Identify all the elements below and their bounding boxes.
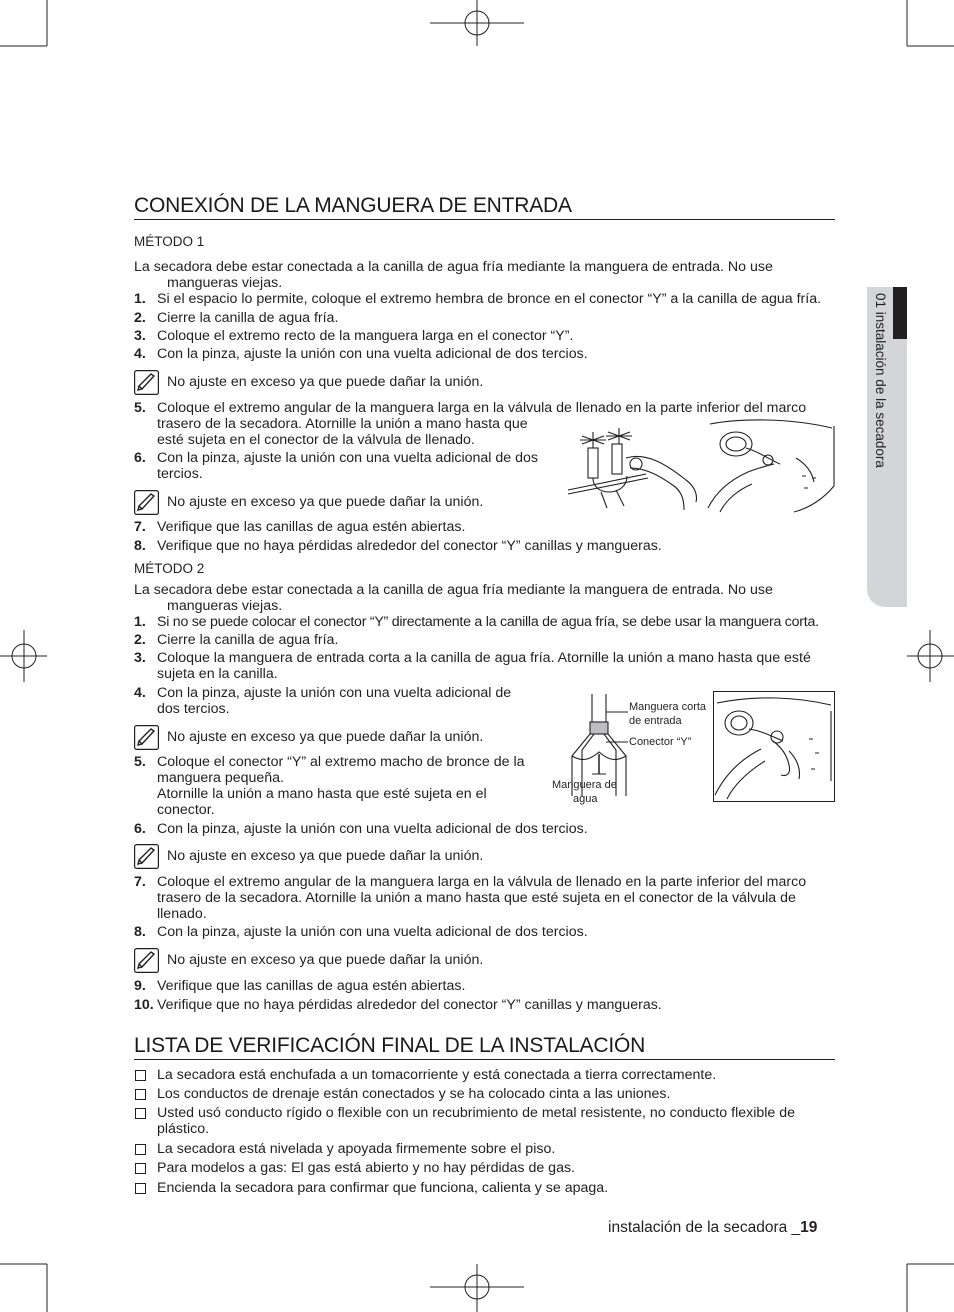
- note-text: No ajuste en exceso ya que puede dañar la unión.: [167, 374, 484, 390]
- section-title-final-checklist: LISTA DE VERIFICACIÓN FINAL DE LA INSTALACIÓN: [134, 1034, 646, 1057]
- section-divider: [134, 1059, 835, 1060]
- step-number: 2.: [134, 632, 146, 648]
- checkbox: [135, 1163, 146, 1174]
- method2-intro-cont: mangueras viejas.: [167, 598, 283, 614]
- section-divider: [134, 219, 835, 220]
- step-text: Con la pinza, ajuste la unión con una vuelta adicional de: [157, 685, 512, 701]
- step-number: 2.: [134, 310, 146, 326]
- step-number: 4.: [134, 685, 146, 701]
- method1-intro: La secadora debe estar conectada a la canilla de agua fría mediante la manguera de entrada. No use: [134, 259, 773, 275]
- page-footer: [608, 1219, 817, 1237]
- step-text: Con la pinza, ajuste la unión con una vuelta adicional de dos: [157, 450, 538, 466]
- checkbox: [135, 1183, 146, 1194]
- step-text: Coloque el extremo angular de la manguera larga en la válvula de llenado en la parte inferior del marco: [157, 874, 807, 890]
- step-number: 5.: [134, 400, 146, 416]
- checklist-text: La secadora está nivelada y apoyada firmemente sobre el piso.: [157, 1141, 556, 1157]
- step-text: Coloque el extremo angular de la manguera larga en la válvula de llenado en la parte inferior del marco: [157, 400, 807, 416]
- checklist-text: Los conductos de drenaje están conectados y se ha colocado cinta a las uniones.: [157, 1086, 671, 1102]
- checkbox: [135, 1108, 146, 1119]
- step-text: Con la pinza, ajuste la unión con una vuelta adicional de dos tercios.: [157, 346, 588, 362]
- step-text: Coloque el conector “Y” al extremo macho de bronce de la: [157, 754, 525, 770]
- step-text: Coloque el extremo recto de la manguera larga en el conector “Y”.: [157, 328, 574, 344]
- checkbox: [135, 1070, 146, 1081]
- checkbox: [135, 1089, 146, 1100]
- step-number: 7.: [134, 874, 146, 890]
- step-text-line: trasero de la secadora. Atornille la unión a mano hasta que: [157, 416, 528, 432]
- step-text-line: conector.: [157, 802, 215, 818]
- step-text: Verifique que no haya pérdidas alrededor del conector “Y” canillas y mangueras.: [157, 538, 662, 554]
- step-text-line: esté sujeta en el conector de la válvula de llenado.: [157, 432, 475, 448]
- label-water-hose-cont: agua: [573, 793, 598, 805]
- label-y-connector: Conector “Y”: [629, 736, 692, 748]
- step-text-line: trasero de la secadora. Atornille la unión a mano hasta que esté sujeta en el conector de la válvula de: [157, 890, 796, 906]
- label-short-hose-cont: de entrada: [629, 715, 682, 727]
- step-number: 3.: [134, 328, 146, 344]
- method1-heading: MÉTODO 1: [134, 234, 205, 249]
- step-number: 8.: [134, 538, 146, 554]
- section-title-inlet-hose: CONEXIÓN DE LA MANGUERA DE ENTRADA: [134, 194, 572, 217]
- step-number: 8.: [134, 924, 146, 940]
- note-text: No ajuste en exceso ya que puede dañar la unión.: [167, 494, 484, 510]
- diagram-leader-lines: [604, 710, 632, 750]
- checklist-text: Para modelos a gas: El gas está abierto y no hay pérdidas de gas.: [157, 1160, 575, 1176]
- step-text: Verifique que las canillas de agua estén abiertas.: [157, 519, 466, 535]
- step-text: Verifique que las canillas de agua estén abiertas.: [157, 978, 466, 994]
- label-water-hose: Manguera de: [552, 779, 617, 791]
- step-text: Cierre la canilla de agua fría.: [157, 310, 339, 326]
- checklist-text: La secadora está enchufada a un tomacorriente y está conectada a tierra correctamente.: [157, 1067, 717, 1083]
- step-number: 6.: [134, 450, 146, 466]
- method2-intro: La secadora debe estar conectada a la canilla de agua fría mediante la manguera de entrada. No use: [134, 582, 773, 598]
- page-number: 19: [800, 1219, 818, 1236]
- step-number: 1.: [134, 614, 146, 630]
- note-pencil-icon: [134, 370, 159, 395]
- note-text: No ajuste en exceso ya que puede dañar la unión.: [167, 952, 484, 968]
- faucet-y-connector-illustration: [566, 418, 701, 514]
- note-text: No ajuste en exceso ya que puede dañar la unión.: [167, 729, 484, 745]
- step-number: 9.: [134, 978, 146, 994]
- step-text: Coloque la manguera de entrada corta a la canilla de agua fría. Atornille la unión a mano hasta que esté: [157, 650, 811, 666]
- step-number: 7.: [134, 519, 146, 535]
- note-pencil-icon: [134, 948, 159, 973]
- step-text: Cierre la canilla de agua fría.: [157, 632, 339, 648]
- step-number: 5.: [134, 754, 146, 770]
- step-number: 4.: [134, 346, 146, 362]
- note-pencil-icon: [134, 490, 159, 515]
- step-text: Con la pinza, ajuste la unión con una vuelta adicional de dos tercios.: [157, 924, 588, 940]
- checklist-text: Usted usó conducto rígido o flexible con un recubrimiento de metal resistente, no conducto flexible de: [157, 1105, 796, 1121]
- checklist-text: Encienda la secadora para confirmar que funciona, calienta y se apaga.: [157, 1180, 609, 1196]
- step-number: 3.: [134, 650, 146, 666]
- dryer-fill-valve-illustration: [706, 418, 836, 514]
- checkbox: [135, 1144, 146, 1155]
- label-short-hose: Manguera corta: [629, 701, 707, 713]
- step-text-line: llenado.: [157, 906, 207, 922]
- step-text: Con la pinza, ajuste la unión con una vuelta adicional de dos tercios.: [157, 821, 588, 837]
- dryer-connection-illustration: [713, 691, 835, 802]
- step-text-line: manguera pequeña.: [157, 770, 285, 786]
- step-text-line: dos tercios.: [157, 701, 230, 717]
- step-text-line: Atornille la unión a mano hasta que esté sujeta en el: [157, 786, 487, 802]
- note-pencil-icon: [134, 844, 159, 869]
- method2-heading: MÉTODO 2: [134, 561, 205, 576]
- step-text-line: tercios.: [157, 466, 203, 482]
- note-pencil-icon: [134, 725, 159, 750]
- step-text-line: sujeta en la canilla.: [157, 666, 278, 682]
- step-number: 10.: [134, 997, 154, 1013]
- step-number: 6.: [134, 821, 146, 837]
- footer-text: instalación de la secadora _: [608, 1219, 801, 1236]
- checklist-text-line: plástico.: [157, 1121, 210, 1137]
- note-text: No ajuste en exceso ya que puede dañar la unión.: [167, 848, 484, 864]
- step-text: Si no se puede colocar el conector “Y” directamente a la canilla de agua fría, se debe usar la manguera corta.: [157, 614, 819, 630]
- method1-intro-cont: mangueras viejas.: [167, 275, 283, 291]
- step-text: Si el espacio lo permite, coloque el extremo hembra de bronce en el conector “Y” a la canilla de agua fría.: [157, 291, 822, 307]
- step-text: Verifique que no haya pérdidas alrededor del conector “Y” canillas y mangueras.: [157, 997, 662, 1013]
- step-number: 1.: [134, 291, 146, 307]
- chapter-tab-label: 01 instalación de la secadora: [873, 293, 888, 468]
- chapter-tab-marker: [893, 287, 907, 339]
